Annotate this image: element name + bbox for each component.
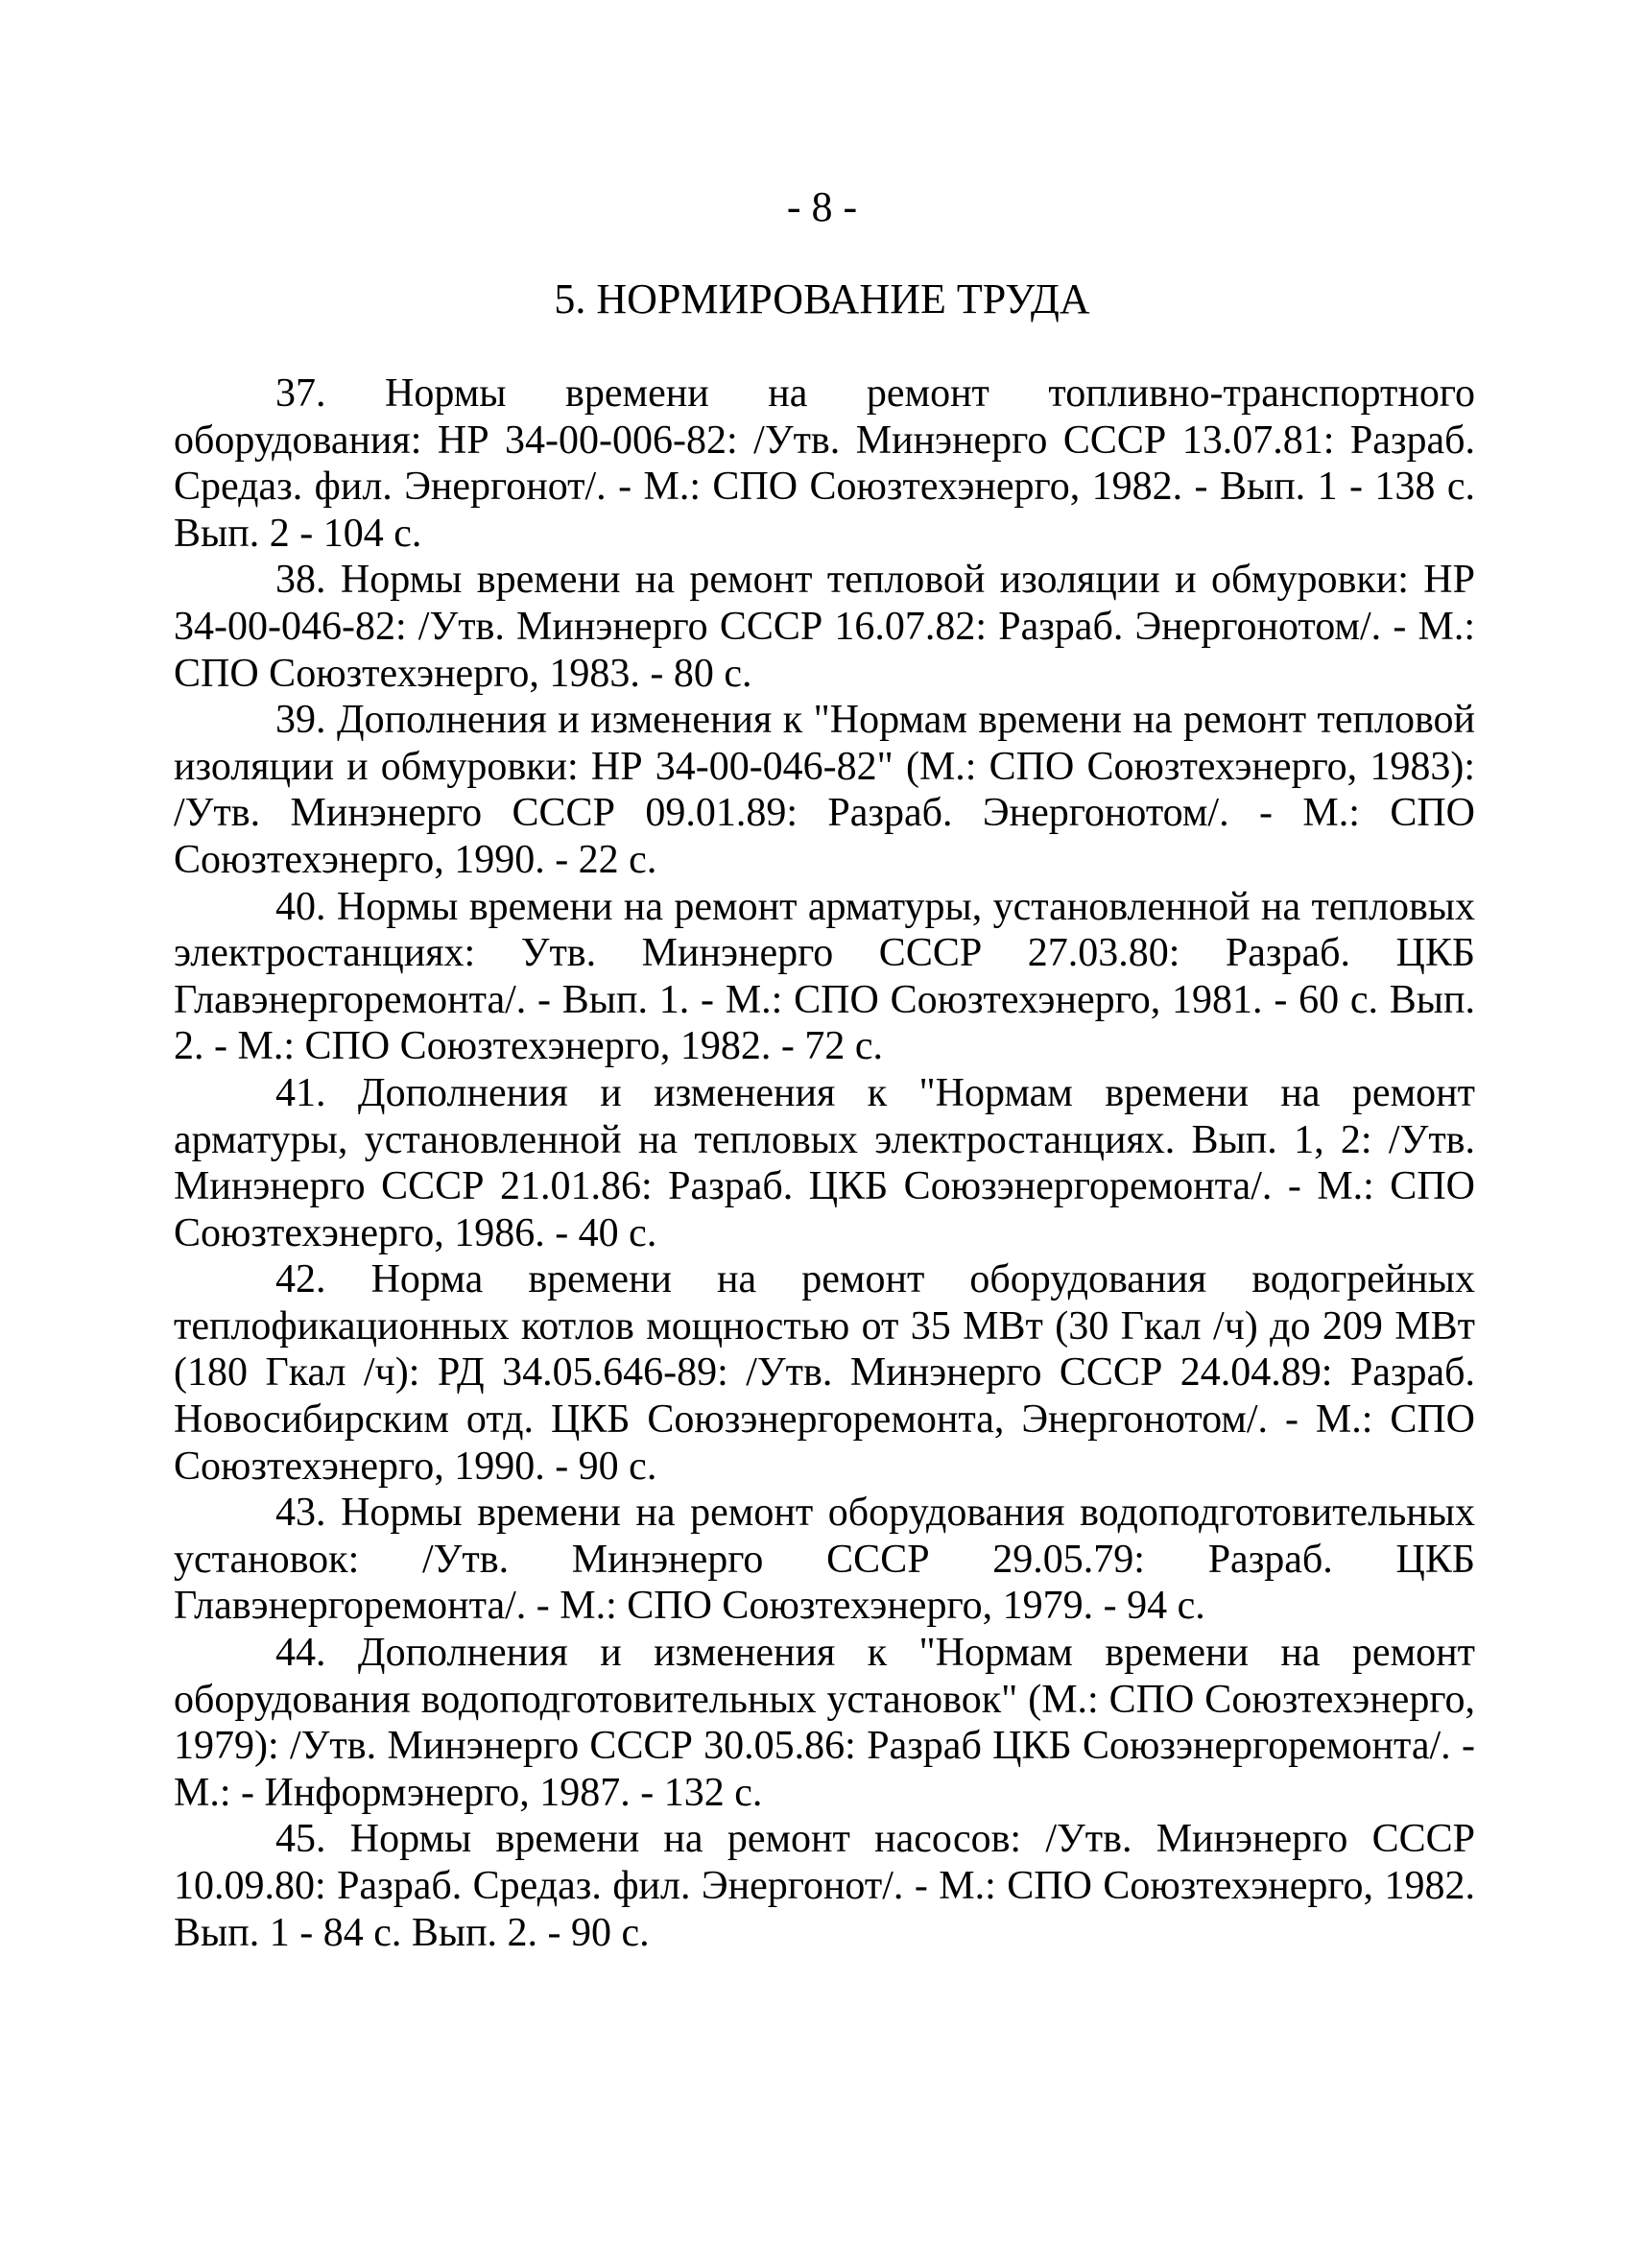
reference-entry-43: 43. Нормы времени на ремонт оборудования водоподготовительных установок: /Утв. Минэнерго СССР 29.05.79: Разраб. ЦКБ Главэнергоремонта/. - М.: СПО Союзтехэнерго, 1979. - 94 с. bbox=[174, 1491, 1475, 1629]
reference-entry-38: 38. Нормы времени на ремонт тепловой изоляции и обмуровки: НР 34-00-046-82: /Утв. Минэнерго СССР 16.07.82: Разраб. Энергонотом/. - М.: СПО Союзтехэнерго, 1983. - 80 с. bbox=[174, 558, 1475, 696]
reference-entry-39: 39. Дополнения и изменения к "Нормам времени на ремонт тепловой изоляции и обмуровки: НР 34-00-046-82" (М.: СПО Союзтехэнерго, 1983): /Утв. Минэнерго СССР 09.01.89: Разраб. Энергонотом/. - М.: СПО Союзтехэнерго, 1990. - 22 с. bbox=[174, 698, 1475, 882]
reference-entry-41: 41. Дополнения и изменения к "Нормам времени на ремонт арматуры, установленной на тепловых электростанциях. Вып. 1, 2: /Утв. Минэнерго СССР 21.01.86: Разраб. ЦКБ Союзэнергоремонта/. - М.: СПО Союзтехэнерго, 1986. - 40 с. bbox=[174, 1070, 1475, 1255]
reference-entry-44: 44. Дополнения и изменения к "Нормам времени на ремонт оборудования водоподготовительных установок" (М.: СПО Союзтехэнерго, 1979): /Утв. Минэнерго СССР 30.05.86: Разраб ЦКБ Союзэнергоремонта/. - М.: - Информэнерго, 1987. - 132 с. bbox=[174, 1631, 1475, 1815]
reference-entry-37: 37. Нормы времени на ремонт топливно-транспортного оборудования: НР 34-00-006-82: /Утв. Минэнерго СССР 13.07.81: Разраб. Средаз. фил. Энергонот/. - М.: СПО Союзтехэнерго, 1982. - Вып. 1 - 138 с. Вып. 2 - 104 с. bbox=[174, 371, 1475, 556]
reference-list bbox=[174, 370, 1475, 1956]
reference-entry-45: 45. Нормы времени на ремонт насосов: /Утв. Минэнерго СССР 10.09.80: Разраб. Средаз. фил. Энергонот/. - М.: СПО Союзтехэнерго, 1982. Вып. 1 - 84 с. Вып. 2. - 90 с. bbox=[174, 1817, 1475, 1955]
page-number: - 8 - bbox=[786, 183, 858, 230]
reference-entry-40: 40. Нормы времени на ремонт арматуры, установленной на тепловых электростанциях: Утв. Минэнерго СССР 27.03.80: Разраб. ЦКБ Главэнергоремонта/. - Вып. 1. - М.: СПО Союзтехэнерго, 1981. - 60 с. Вып. 2. - М.: СПО Союзтехэнерго, 1982. - 72 с. bbox=[174, 884, 1475, 1069]
section-title: 5. НОРМИРОВАНИЕ ТРУДА bbox=[554, 275, 1090, 322]
reference-entry-42: 42. Норма времени на ремонт оборудования водогрейных теплофикационных котлов мощностью от 35 МВт (30 Гкал /ч) до 209 МВт (180 Гкал /ч): РД 34.05.646-89: /Утв. Минэнерго СССР 24.04.89: Разраб. Новосибирским отд. ЦКБ Союзэнергоремонта, Энергонотом/. - М.: СПО Союзтехэнерго, 1990. - 90 с. bbox=[174, 1257, 1475, 1489]
